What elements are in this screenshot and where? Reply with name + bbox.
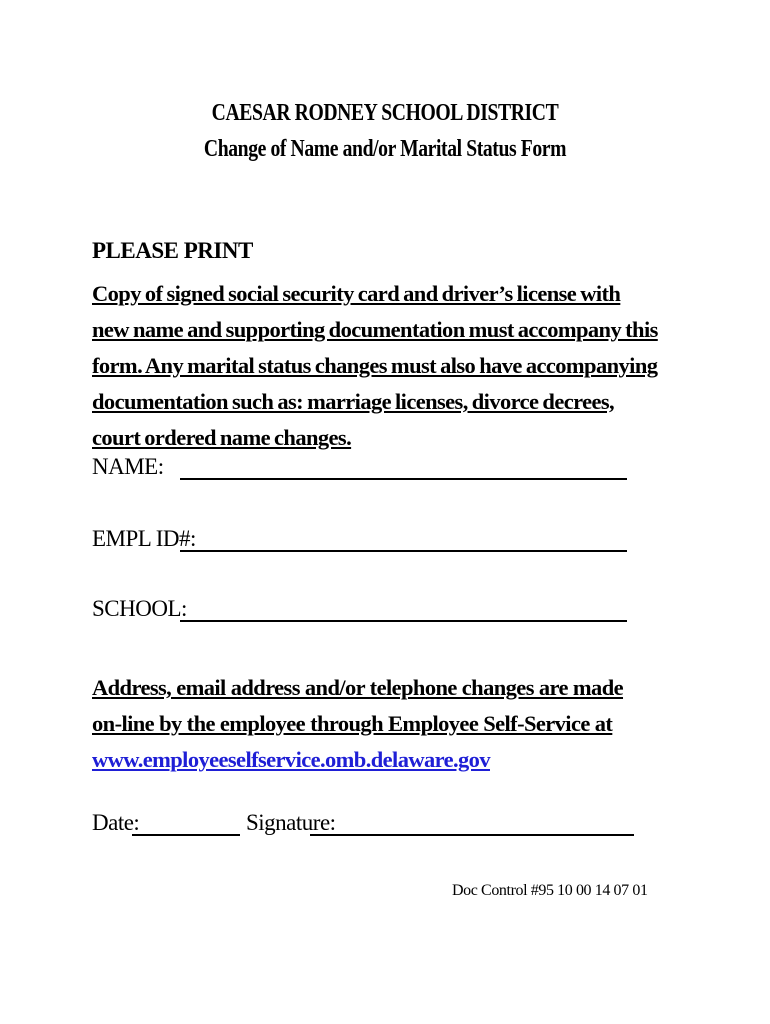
signature-input-line[interactable] [310, 834, 634, 836]
signature-row [92, 810, 652, 844]
date-label: Date: [92, 810, 140, 835]
district-title: CAESAR RODNEY SCHOOL DISTRICT [211, 100, 559, 126]
date-input-line[interactable] [132, 834, 240, 836]
empl-id-input-line[interactable] [180, 550, 627, 552]
school-label: SCHOOL: [92, 596, 187, 621]
empl-id-label: EMPL ID#: [92, 526, 196, 551]
self-service-notice-text: Address, email address and/or telephone changes are made on-line by the employee through Employee Self-Service at [92, 675, 624, 736]
signature-label: Signature: [246, 810, 336, 835]
name-label: NAME: [92, 454, 164, 479]
school-input-line[interactable] [180, 620, 627, 622]
please-print-heading: PLEASE PRINT [92, 238, 253, 263]
self-service-notice [92, 670, 652, 778]
name-input-line[interactable] [180, 478, 627, 480]
doc-control-number: Doc Control #95 10 00 14 07 01 [452, 882, 648, 899]
self-service-link[interactable]: www.employeeselfservice.omb.delaware.gov [92, 747, 490, 772]
school-field-row [92, 596, 632, 630]
form-title: Change of Name and/or Marital Status Form [203, 136, 567, 162]
name-field-row [92, 454, 632, 488]
instructions-text: Copy of signed social security card and driver’s license with new name and supporting documentation must accompany this form. Any marital status changes must also have accompanying documentation such as: marriage licenses, divorce decrees, court ordered name changes. [92, 281, 658, 450]
empl-id-field-row [92, 526, 632, 560]
